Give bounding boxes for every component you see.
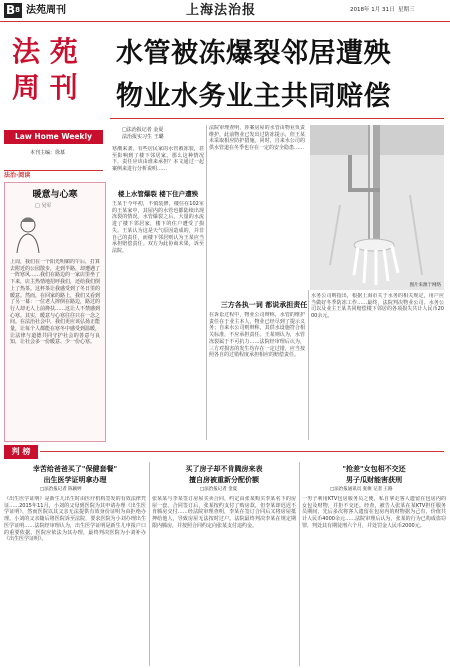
brand-line-2: 周 刊 (12, 71, 78, 104)
frozen-pipe-illustration (310, 125, 444, 290)
brand-en: Law Home Weekly (15, 132, 92, 141)
judgment-label: 判 榜 (11, 447, 31, 456)
masthead-date (350, 6, 415, 14)
section-code-badge (4, 3, 22, 18)
headline-rule (110, 118, 444, 119)
judgment-2-title-1: 买了房子却不肯腾房来表 (185, 465, 263, 473)
article-body-1: 王某于今年初，不慎装修，楼住在102室的王某家中，其屋内的水管也都陆续出现冻裂的情况。水管爆裂之后，大量的水流进了楼下邻居家，楼下的住户遭受了损失。王某认为这是天气原因造成的，并非自己的责任，而楼下邻居则认为王某应当承担赔偿责任。双方为此协商未果，诉至法院。 (112, 201, 204, 254)
judgment-rule (40, 451, 444, 452)
sidebar-body: 上周，我们在一个阳光明媚的午后，打算去附近的公园散步，走到半路，却遭遇了一阵寒风……我们在路边的一家店里坐了下来，店主热情地招呼我们，还给我们倒上了热茶。这杯茶让我感受到了冬日里的暖意。然而，在回家的路上，我们又看到了另一幕：一位老人摔倒在路边，路过的行人却无人上前搀扶……这让人不禁感到心寒。其实，暖意与心寒往往只在一念之间。在法治社会中，我们更应该弘扬正能量，让每个人都能在寒冬中感受到温暖，让法律与道德共同守护社会的善意与良知，让社会多一份暖意、少一份心寒。 (10, 259, 100, 346)
column-divider-4 (299, 462, 300, 666)
judgment-3-title-2: 男子瓜财能害获刑 (346, 476, 402, 484)
byline-intern: 法治报实习生 王璐 (122, 134, 164, 140)
section-num: 8 (15, 6, 21, 14)
brand-en-bar (4, 130, 103, 144)
masthead-paper-name: 上海法治报 (186, 3, 257, 18)
sidebar-section-label: 法治·阅读 (4, 172, 31, 179)
photo-credit: 图片来源于网络 (409, 283, 441, 288)
news-photo (310, 125, 444, 290)
article-subhead-1: 楼上水管爆裂 楼下住户遭殃 (117, 190, 199, 198)
column-divider-1 (206, 125, 207, 440)
date-text: 2018年 1月 31日 (350, 7, 395, 13)
section-code: B (5, 3, 16, 17)
sidebar-illustration (11, 213, 45, 255)
headline-line-2: 物业水务业主共同赔偿 (116, 81, 391, 112)
judgment-2-title-2: 擅自房被重新分配价额 (189, 476, 259, 484)
judgment-1-body: 《出生医学证明》是新生儿出生时由医疗机构签发的有效法律凭证……2015年11月，小刘的父母到医院为其申请办理《出生医学证明》，然而医院以其父亲无法提供有效身份证明为由拒绝办理。小刘的父亲随后将医院诉至法院，要求医院为小刘办理出生医学证明……法院经审理认为，出生医学证明是新生儿申报户口的重要依据，医院应依法为其办理，最终判决医院为小刘补办《出生医学证明》。 (4, 496, 146, 543)
column-divider-3 (149, 462, 150, 666)
judgment-1-byline: □法治报记者 陈颖婷 (40, 487, 82, 492)
headline-line-1: 水管被冻爆裂邻居遭殃 (116, 38, 391, 69)
article-subhead-2: 三方各执一词 都说承担责任 (220, 301, 308, 309)
masthead (0, 0, 450, 22)
brand-line-1: 法 苑 (12, 35, 78, 68)
judgment-3-byline: □法治报通讯员 张俊 记者 王路 (330, 487, 393, 492)
judgment-1-title-2: 出生医学证明拿办理 (43, 476, 107, 484)
sidebar-card (4, 182, 106, 442)
byline-reporter: □法治报记者 金夏 (122, 127, 164, 133)
article-lead: 寒潮来袭，有些居民家的水管被冻裂，甚至影响到了楼下邻居家。那么这种情况下，责任应该由谁来承担？本文通过一起案例来进行分析说明…… (112, 146, 204, 173)
article-body-2: 法院审理查明，涉案房屋的水管由物业负责维护，此前物业已发出过防冻提示，但王某未采取相应防护措施。同时，自来水公司的供水管道在冬季也存在一定的安全隐患…… (209, 125, 305, 152)
sidebar-author: □ 吴军 (35, 203, 52, 209)
sidebar-label-bar (4, 170, 103, 181)
judgment-2-body: 张某某与李某签订房屋买卖合同，约定由张某购买李某名下的房屋一套。合同签订后，张某按约支付了购房款，但李某却迟迟不肯腾房交付……经法院审理查明，李某在签订合同后又将房屋抵押给他人，导致房屋无法按时过户。法院最终判决李某在规定期限内腾房，并按照合同约定向张某支付违约金。 (152, 496, 296, 529)
judgment-label-box (4, 445, 38, 459)
judgment-2-byline: □法治报记者 金夏 (200, 487, 238, 492)
judgment-1-title-1: 幸苦给爸爸买了"保健套餐" (32, 465, 118, 473)
column-editor: 本刊主编：徐慕 (30, 150, 66, 156)
judgment-3-title-1: "抢差"女包相不交还 (342, 465, 406, 473)
masthead-rule (0, 21, 450, 22)
judgment-3-body: 一男子利用KTV包房服务员之便，私自拿走客人遗留在包房内的女包及财物，并拒不交还。经查，被告人张某在某KTV担任服务员期间，先后多次将客人遗留在包房内的财物据为己有，价值共计人民币4000余元……法院审理后认为，张某的行为已构成盗窃罪，判处其有期徒刑六个月，并处罚金人民币2000元。 (302, 496, 446, 529)
column-brand-box (4, 34, 103, 129)
article-body-3: 在诉讼过程中，物业公司辩称，水管的维护责任在于业主本人，物业已经尽到了提示义务；自来水公司则辩称，其供水设施符合相关标准，不应承担责任。王某则认为，水管冻裂属于不可抗力……法院经审理后认为，三方对损害的发生均存在一定过错，应当按照各自的过错程度承担相应的赔偿责任。 (209, 312, 305, 359)
masthead-section-name: 法苑周刊 (26, 5, 66, 16)
judgment-section-header (0, 445, 450, 459)
article-body-4: 水务公司则指出，根据上海市关于水务的相关规定，用户应当做好冬季防冻工作……最终，法院判决物业公司、水务公司以及业主王某共同赔偿楼下邻居的各项损失共计人民币2000余元。 (311, 293, 444, 320)
sidebar-title: 暖意与心寒 (32, 190, 78, 200)
weekday-text: 星期三 (398, 7, 415, 13)
column-divider-2 (308, 290, 309, 440)
